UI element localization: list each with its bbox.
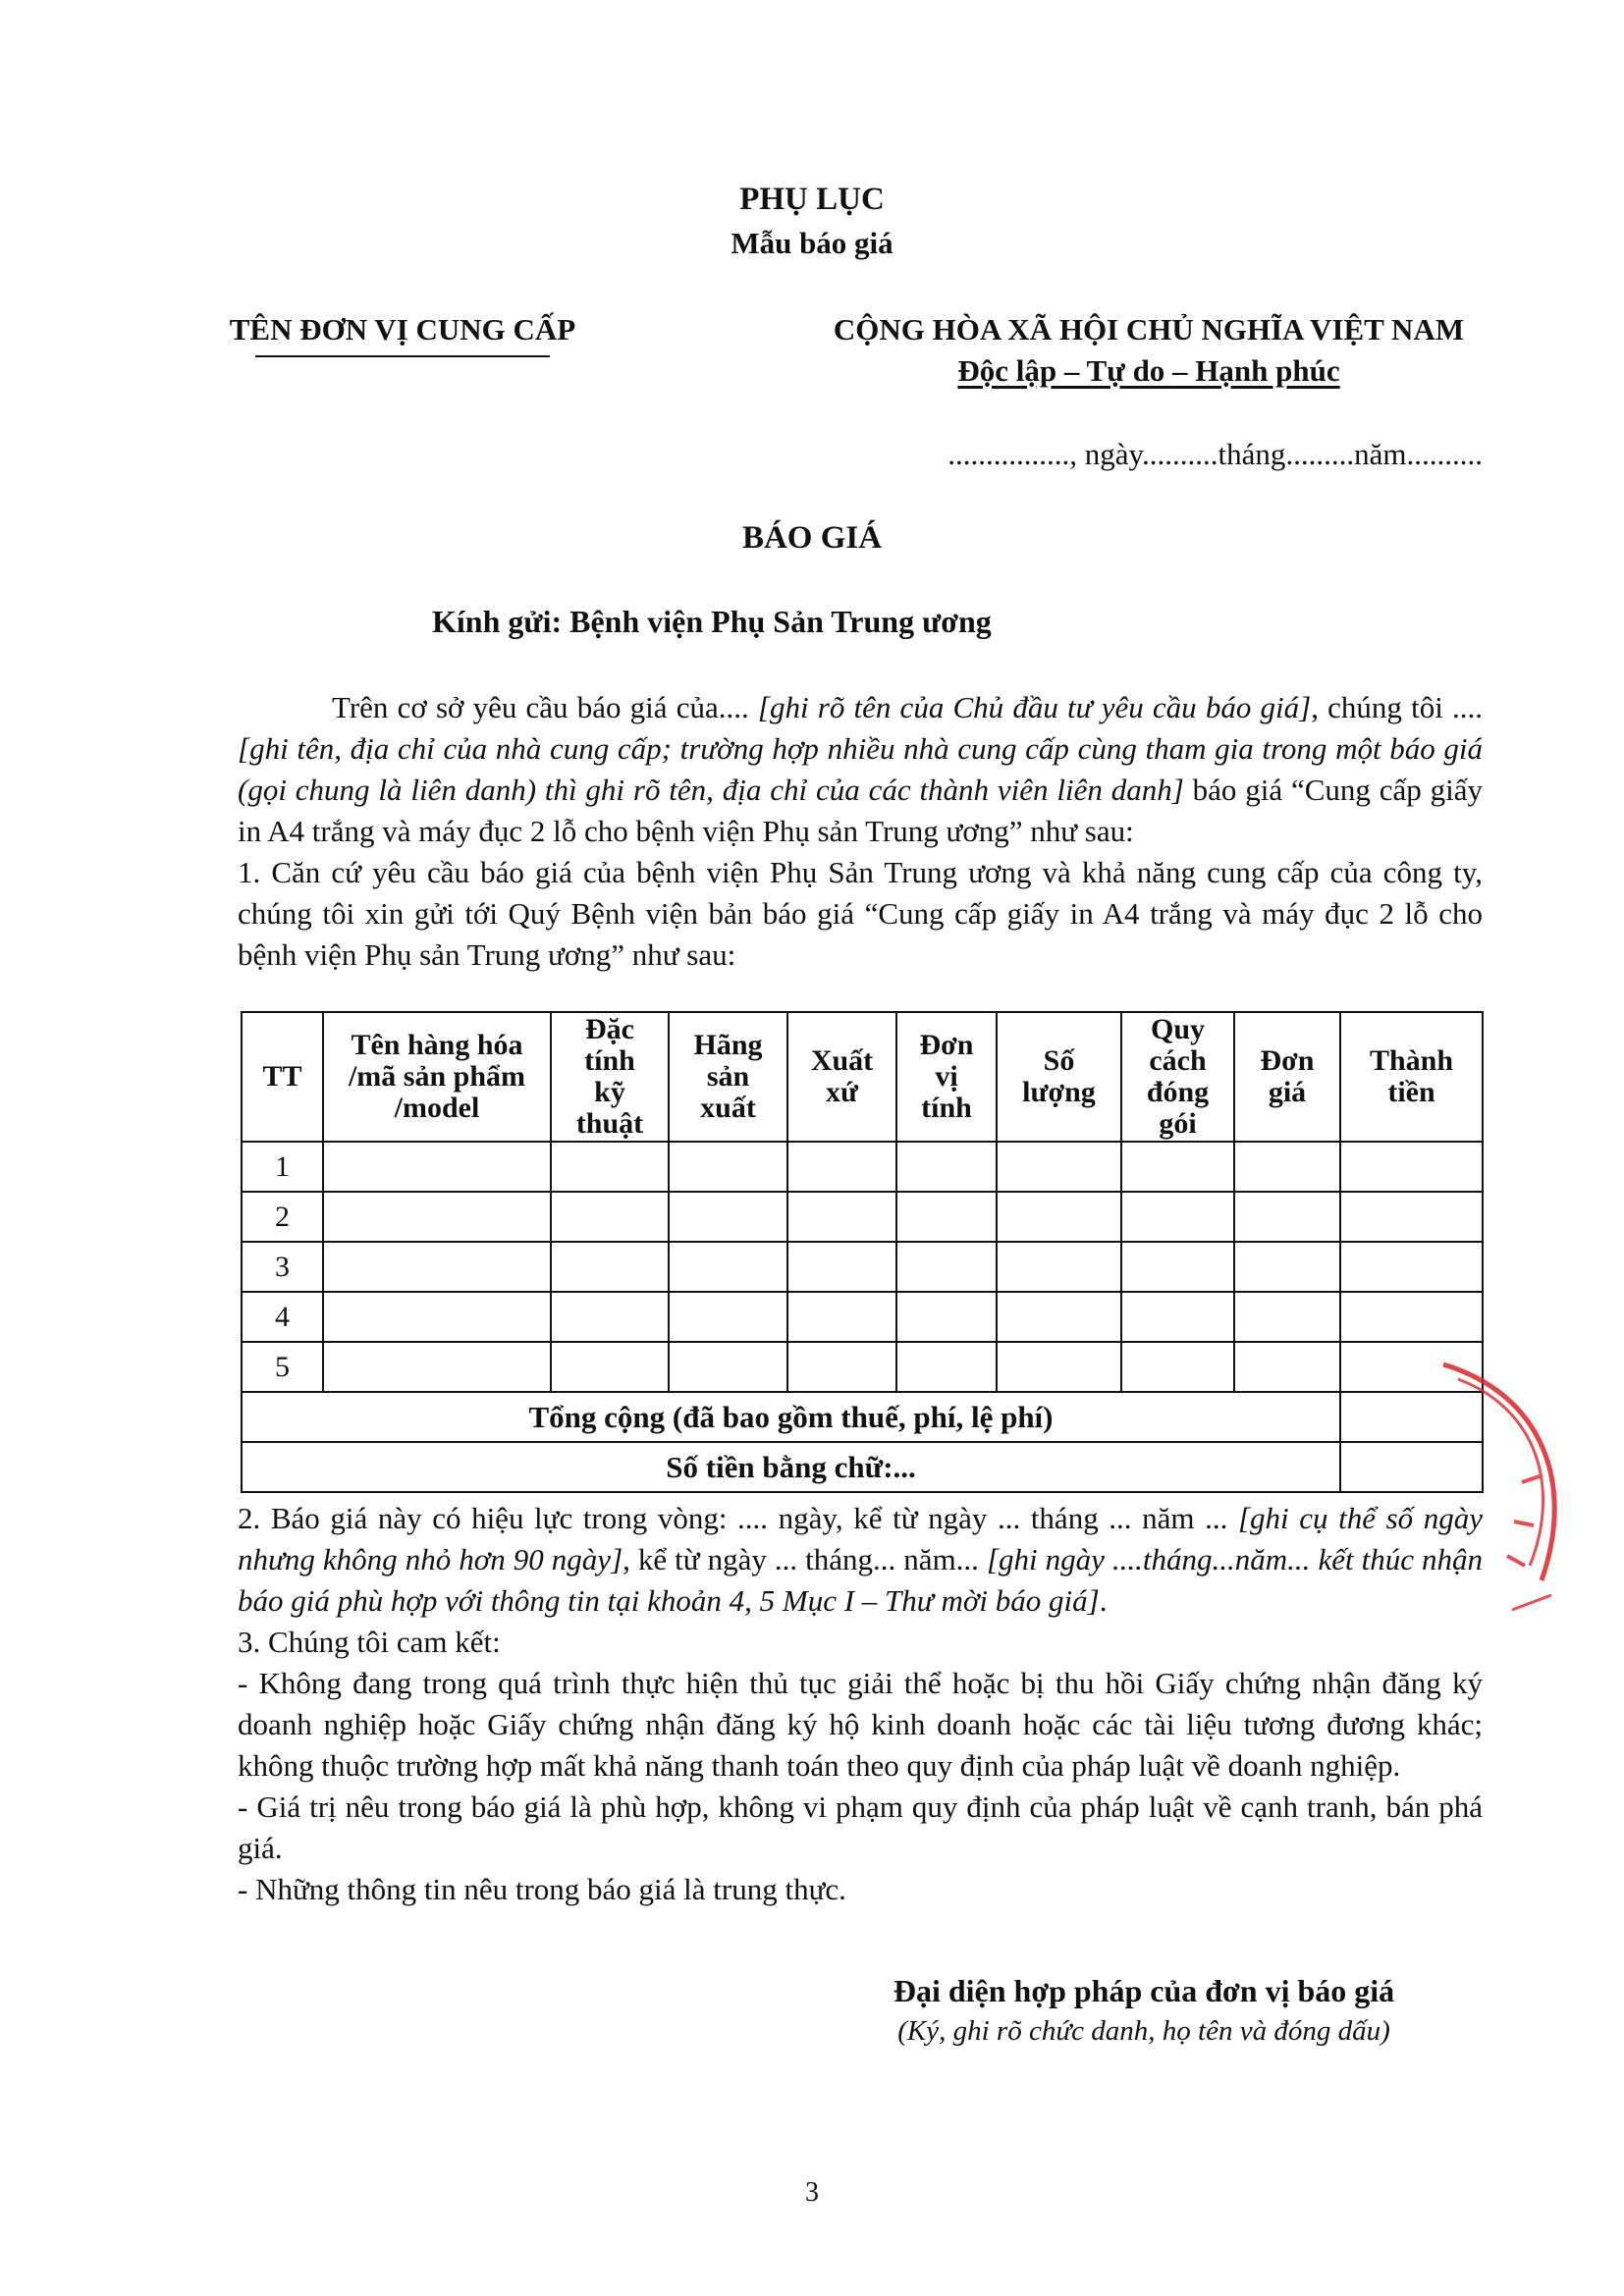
intro-text-1: Trên cơ sở yêu cầu báo giá của....	[332, 690, 758, 724]
supplier-underline	[255, 355, 550, 357]
appendix-subtitle: Mẫu báo giá	[731, 226, 893, 260]
table-cell[interactable]	[787, 1342, 896, 1392]
table-cell[interactable]	[997, 1192, 1121, 1242]
table-cell[interactable]	[551, 1342, 669, 1392]
column-header-line: tính	[921, 1092, 972, 1124]
table-cell[interactable]	[669, 1192, 787, 1242]
table-cell[interactable]	[896, 1142, 997, 1192]
table-cell[interactable]	[787, 1142, 896, 1192]
intro-placeholder-1: [ghi rõ tên của Chủ đầu tư yêu cầu báo giá]	[757, 690, 1312, 724]
table-cell[interactable]	[323, 1292, 551, 1342]
column-header-line: Quy	[1150, 1013, 1206, 1045]
table-cell[interactable]	[551, 1292, 669, 1342]
column-header-line: Hãng	[693, 1029, 763, 1061]
table-cell[interactable]	[896, 1192, 997, 1242]
quote-table	[241, 1011, 1484, 1493]
column-header-line: Tên hàng hóa	[351, 1029, 523, 1061]
column-header	[323, 1012, 551, 1142]
table-cell[interactable]	[997, 1242, 1121, 1292]
table-cell[interactable]	[1121, 1342, 1234, 1392]
row-number-cell: 3	[242, 1242, 323, 1292]
column-header	[997, 1012, 1121, 1142]
table-row	[242, 1342, 1483, 1392]
column-header-line: xứ	[825, 1076, 858, 1108]
column-header-line: Xuất	[810, 1044, 874, 1077]
column-header-line: Số	[1043, 1044, 1075, 1077]
table-cell[interactable]	[787, 1192, 896, 1242]
commitment-1: - Không đang trong quá trình thực hiện thủ tục giải thể hoặc bị thu hồi Giấy chứng nhận đăng ký doanh nghiệp hoặc Giấy chứng nhận đăng ký hộ kinh doanh hoặc các tài liệu tương đương khác; không thuộc trường hợp mất khả năng thanh toán theo quy định của pháp luật về doanh nghiệp.	[238, 1666, 1483, 1783]
signature-note: (Ký, ghi rõ chức danh, họ tên và đóng dấu)	[897, 2015, 1390, 2047]
column-header-line: thuật	[575, 1107, 644, 1140]
recipient: Kính gửi: Bệnh viện Phụ Sản Trung ương	[432, 604, 992, 639]
column-header-line: sản	[706, 1060, 750, 1093]
column-header-line: /model	[394, 1092, 480, 1124]
table-cell[interactable]	[551, 1192, 669, 1242]
commitment-3: - Những thông tin nêu trong báo giá là trung thực.	[238, 1872, 846, 1906]
terms-section	[238, 1498, 1483, 1910]
table-cell[interactable]	[787, 1292, 896, 1342]
column-header-line: /mã sản phẩm	[348, 1060, 526, 1093]
column-header	[787, 1012, 896, 1142]
table-cell[interactable]	[1121, 1142, 1234, 1192]
item-2-text-3: .	[1099, 1583, 1108, 1618]
item-2-text-1: 2. Báo giá này có hiệu lực trong vòng: .... ngày, kể từ ngày ... tháng ... năm ...	[238, 1501, 1238, 1535]
column-header	[551, 1012, 669, 1142]
table-cell[interactable]	[1121, 1242, 1234, 1292]
table-cell[interactable]	[1340, 1292, 1483, 1342]
signature-title: Đại diện hợp pháp của đơn vị báo giá	[893, 1973, 1395, 2008]
intro-text-2: , chúng tôi ....	[1311, 690, 1483, 724]
intro-text-3: báo giá “Cung cấp giấy in A4 trắng và máy đục 2 lỗ cho bệnh viện Phụ sản Trung ương” như sau:	[238, 773, 1483, 848]
appendix-title: PHỤ LỤC	[739, 182, 885, 217]
table-row	[242, 1292, 1483, 1342]
table-cell[interactable]	[323, 1142, 551, 1192]
table-cell[interactable]	[1340, 1242, 1483, 1292]
column-header-line: gói	[1159, 1107, 1197, 1140]
table-cell[interactable]	[669, 1292, 787, 1342]
table-cell[interactable]	[669, 1242, 787, 1292]
table-cell[interactable]	[896, 1342, 997, 1392]
column-header-line: Đơn	[919, 1029, 974, 1061]
intro-paragraph	[238, 687, 1483, 852]
date-line: ................, ngày..........tháng.........năm..........	[947, 437, 1483, 471]
row-number-cell: 2	[242, 1192, 323, 1242]
table-cell[interactable]	[669, 1142, 787, 1192]
column-header-line: tính	[584, 1044, 635, 1077]
total-row	[242, 1392, 1483, 1442]
column-header-line: tiền	[1387, 1076, 1435, 1108]
table-row	[242, 1192, 1483, 1242]
national-title: CỘNG HÒA XÃ HỘI CHỦ NGHĨA VIỆT NAM	[833, 312, 1465, 347]
table-cell[interactable]	[1340, 1192, 1483, 1242]
table-cell[interactable]	[1121, 1192, 1234, 1242]
table-row	[242, 1242, 1483, 1292]
column-header-line: TT	[262, 1060, 302, 1093]
intro-placeholder-2: [ghi tên, địa chỉ của nhà cung cấp; trường hợp nhiều nhà cung cấp cùng tham gia trong một báo giá (gọi chung là liên danh) thì ghi rõ tên, địa chỉ của các thành viên liên danh]	[238, 731, 1483, 807]
table-cell[interactable]	[997, 1342, 1121, 1392]
column-header-line: đóng	[1146, 1076, 1210, 1108]
national-motto	[746, 353, 1551, 389]
table-cell[interactable]	[997, 1142, 1121, 1192]
table-cell[interactable]	[323, 1342, 551, 1392]
table-cell[interactable]	[896, 1242, 997, 1292]
item-2-text-2: , kể từ ngày ... tháng... năm...	[623, 1542, 987, 1576]
table-cell[interactable]	[1234, 1142, 1340, 1192]
page-number: 3	[805, 2177, 819, 2208]
item-2-paragraph	[238, 1498, 1483, 1622]
table-cell[interactable]	[1234, 1192, 1340, 1242]
red-stamp-icon	[1404, 1355, 1581, 1629]
table-cell[interactable]	[1340, 1142, 1483, 1192]
item-2-placeholder-2: [ghi ngày ....tháng...năm... kết thúc nhận báo giá phù hợp với thông tin tại khoản 4, 5 Mục I – Thư mời báo giá]	[238, 1542, 1483, 1618]
column-header-line: xuất	[700, 1092, 756, 1124]
table-cell[interactable]	[1234, 1342, 1340, 1392]
in-words-row	[242, 1442, 1483, 1492]
item-1-paragraph: 1. Căn cứ yêu cầu báo giá của bệnh viện Phụ Sản Trung ương và khả năng cung cấp của công ty, chúng tôi xin gửi tới Quý Bệnh viện bản báo giá “Cung cấp giấy in A4 trắng và máy đục 2 lỗ cho bệnh viện Phụ sản Trung ương” như sau:	[238, 855, 1483, 972]
row-number-cell: 5	[242, 1342, 323, 1392]
in-words-label: Số tiền bằng chữ:...	[242, 1442, 1340, 1492]
column-header-line: Đặc	[585, 1013, 634, 1045]
column-header	[1121, 1012, 1234, 1142]
column-header-line: giá	[1268, 1076, 1307, 1108]
row-number-cell: 4	[242, 1292, 323, 1342]
table-cell[interactable]	[997, 1292, 1121, 1342]
table-cell[interactable]	[323, 1192, 551, 1242]
column-header-line: Thành	[1369, 1044, 1454, 1077]
column-header	[1340, 1012, 1483, 1142]
column-header-line: Đơn	[1260, 1044, 1315, 1077]
column-header-line: vị	[935, 1060, 958, 1093]
table-cell[interactable]	[551, 1142, 669, 1192]
table-cell[interactable]	[787, 1242, 896, 1292]
column-header-line: kỹ	[594, 1076, 625, 1108]
column-header-line: lượng	[1022, 1076, 1096, 1108]
document-title: BÁO GIÁ	[741, 520, 883, 556]
column-header	[896, 1012, 997, 1142]
item-3-title: 3. Chúng tôi cam kết:	[238, 1625, 501, 1659]
table-cell[interactable]	[551, 1242, 669, 1292]
item-2-placeholder-1: [ghi cụ thể số ngày nhưng không nhỏ hơn 90 ngày]	[238, 1501, 1483, 1576]
table-cell[interactable]	[896, 1292, 997, 1342]
commitment-2: - Giá trị nêu trong báo giá là phù hợp, không vi phạm quy định của pháp luật về cạnh tranh, bán phá giá.	[238, 1789, 1483, 1865]
motto-text: Độc lập – Tự do – Hạnh phúc	[957, 353, 1340, 388]
table-cell[interactable]	[1121, 1292, 1234, 1342]
table-cell[interactable]	[669, 1342, 787, 1392]
supplier-name-label: TÊN ĐƠN VỊ CUNG CẤP	[229, 312, 576, 347]
column-header-line: cách	[1149, 1044, 1207, 1077]
column-header	[242, 1012, 323, 1142]
column-header	[669, 1012, 787, 1142]
intro-section	[238, 687, 1483, 976]
total-label: Tổng cộng (đã bao gồm thuế, phí, lệ phí)	[242, 1392, 1340, 1442]
table-cell[interactable]	[1234, 1292, 1340, 1342]
table-header-row	[242, 1012, 1483, 1142]
table-row	[242, 1142, 1483, 1192]
row-number-cell: 1	[242, 1142, 323, 1192]
table-cell[interactable]	[1234, 1242, 1340, 1292]
column-header	[1234, 1012, 1340, 1142]
table-cell[interactable]	[323, 1242, 551, 1292]
